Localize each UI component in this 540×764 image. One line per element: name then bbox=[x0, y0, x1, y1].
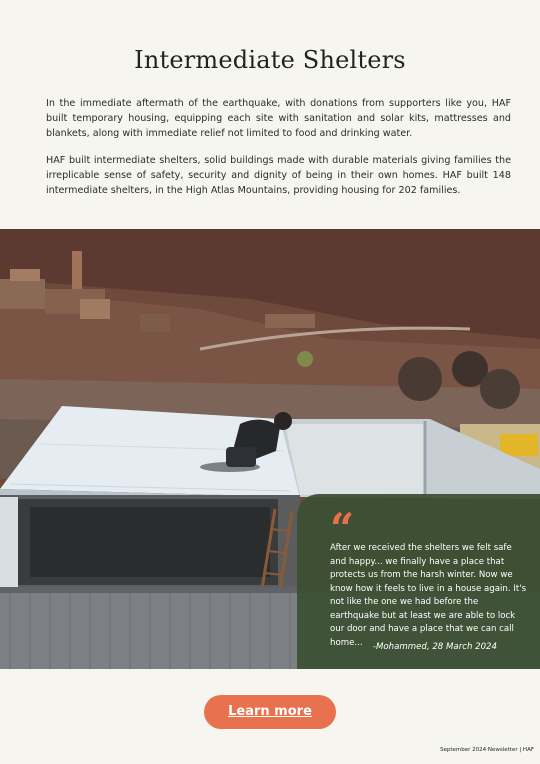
newsletter-footer: September 2024 Newsletter | HAF bbox=[439, 747, 534, 753]
learn-more-button[interactable]: Learn more bbox=[204, 695, 336, 729]
page-title: Intermediate Shelters bbox=[134, 46, 406, 74]
quote-icon: “ bbox=[330, 504, 355, 553]
testimonial-quote-box bbox=[297, 494, 540, 669]
shelters-paragraph: HAF built intermediate shelters, solid buildings made with durable materials giving families the irreplicable sense of safety, security and dignity of being in their own homes. HAF built 148 intermediate shelters, in the High Atlas Mountains, providing housing for 202 families. bbox=[46, 155, 511, 196]
testimonial-author: -Mohammed, 28 March 2024 bbox=[372, 642, 497, 652]
intro-paragraph: In the immediate aftermath of the earthquake, with donations from supporters like you, HAF built temporary housing, equipping each site with sanitation and solar kits, mattresses and blankets, along with immediate relief not limited to food and drinking water. bbox=[46, 98, 511, 139]
testimonial-text: After we received the shelters we felt safe and happy... we finally have a place that protects us from the harsh winter. Now we know how it feels to live in a house again. It's not like the one we had before the earthquake but at least we are able to lock our door and have a place that we can call home... bbox=[330, 543, 527, 648]
